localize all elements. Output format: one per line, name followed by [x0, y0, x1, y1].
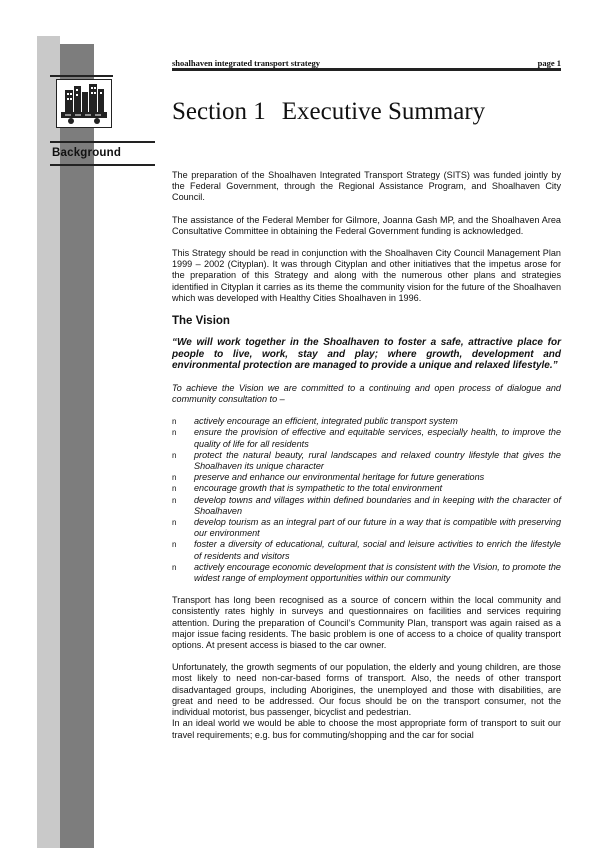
list-item	[172, 495, 561, 517]
list-item	[172, 427, 561, 449]
section-number: Section 1	[172, 98, 266, 125]
list-item	[172, 562, 561, 584]
sidebar-rule-top	[50, 75, 113, 77]
paragraph: Unfortunately, the growth segments of our population, the elderly and young children, are those most likely to need non-car-based forms of transport. Also, the needs of other transport disadvantaged groups, including Aborigines, the unemployed and those with disabilities, are great and need to be addressed. Our focus should be on the transport consumer, not the individual motorist, bus passenger, bicyclist and pedestrian.	[172, 662, 561, 718]
section-title-text: Executive Summary	[281, 98, 486, 125]
sidebar-rule-mid	[50, 141, 155, 143]
bullet-marker: n	[172, 518, 177, 528]
list-item	[172, 472, 561, 483]
list-item-text: protect the natural beauty, rural landscapes and relaxed country lifestyle that gives the Shoalhaven its unique character	[194, 449, 561, 472]
list-item-text: foster a diversity of educational, cultural, social and leisure activities to enrich the lifestyle of residents and visitors	[194, 539, 561, 561]
town-transport-logo-icon	[56, 79, 112, 128]
list-item-text: ensure the provision of effective and equitable services, especially health, to improve the quality of life for all residents	[194, 427, 561, 449]
sidebar-rule-bottom	[50, 164, 155, 166]
page-number: page 1	[537, 58, 561, 68]
vision-list	[172, 416, 561, 584]
list-item-text: develop towns and villages within defined boundaries and in keeping with the character of Shoalhaven	[194, 494, 561, 516]
running-header	[172, 58, 561, 68]
list-item-text: develop tourism as an integral part of our future in a way that is compatible with preserving our environment	[194, 517, 561, 539]
document-title: shoalhaven integrated transport strategy	[172, 58, 321, 68]
list-item	[172, 539, 561, 561]
bullet-marker: n	[172, 484, 177, 494]
vision-intro: To achieve the Vision we are committed to a continuing and open process of dialogue and community consultation to –	[172, 382, 561, 405]
sidebar-heading: Background	[52, 147, 122, 159]
paragraph: In an ideal world we would be able to choose the most appropriate form of transport to suit our travel requirements; e.g. bus for commuting/shopping and the car for social	[172, 718, 561, 740]
bullet-marker: n	[172, 540, 177, 550]
list-item	[172, 416, 561, 427]
paragraph: Transport has long been recognised as a source of concern within the local community and consistently rates highly in surveys and questionnaires on facilities and services requiring attention. During the preparation of Council’s Community Plan, transport was again raised as a major issue facing residents. The basic problem is one of access to a choice of quality transport options. At present access is biased to the car owner.	[172, 595, 561, 651]
main-content	[172, 170, 561, 752]
bullet-marker: n	[172, 562, 177, 572]
list-item-text: encourage growth that is sympathetic to the total environment	[194, 483, 443, 494]
paragraph: This Strategy should be read in conjunction with the Shoalhaven City Council Management Plan 1999 – 2002 (Cityplan). It was through Cityplan and other initiatives that the impetus arose for the preparation of this Strategy and along with the numerous other plans and strategies identified in Cityplan it carries as its theme the community vision for the future of the Shoalhaven which was developed with Healthy Cities Shoalhaven in 1996.	[172, 248, 561, 303]
paragraph: The preparation of the Shoalhaven Integrated Transport Strategy (SITS) was funded jointly by the Federal Government, through the Regional Assistance Program, and Shoalhaven City Council.	[172, 170, 561, 203]
bullet-marker: n	[172, 417, 177, 427]
list-item	[172, 483, 561, 494]
list-item-text: actively encourage an efficient, integrated public transport system	[194, 416, 458, 427]
vision-heading: The Vision	[172, 315, 230, 328]
list-item	[172, 450, 561, 472]
list-item	[172, 517, 561, 539]
bullet-marker: n	[172, 450, 177, 460]
list-item-text: actively encourage economic development that is consistent with the Vision, to promote the widest range of employment opportunities within our community	[194, 561, 561, 584]
bullet-marker: n	[172, 495, 177, 505]
vision-quote: “We will work together in the Shoalhaven to foster a safe, attractive place for people to live, work, stay and play; where growth, development and environmental protection are managed to provide a unique and relaxed lifestyle.”	[172, 337, 561, 372]
list-item-text: preserve and enhance our environmental heritage for future generations	[194, 472, 485, 483]
bullet-marker: n	[172, 428, 177, 438]
paragraph: The assistance of the Federal Member for Gilmore, Joanna Gash MP, and the Shoalhaven Area Consultative Committee in obtaining the Federal Government funding is acknowledged.	[172, 214, 561, 236]
page-title	[172, 98, 572, 126]
header-rule	[172, 68, 561, 71]
bullet-marker: n	[172, 473, 177, 483]
